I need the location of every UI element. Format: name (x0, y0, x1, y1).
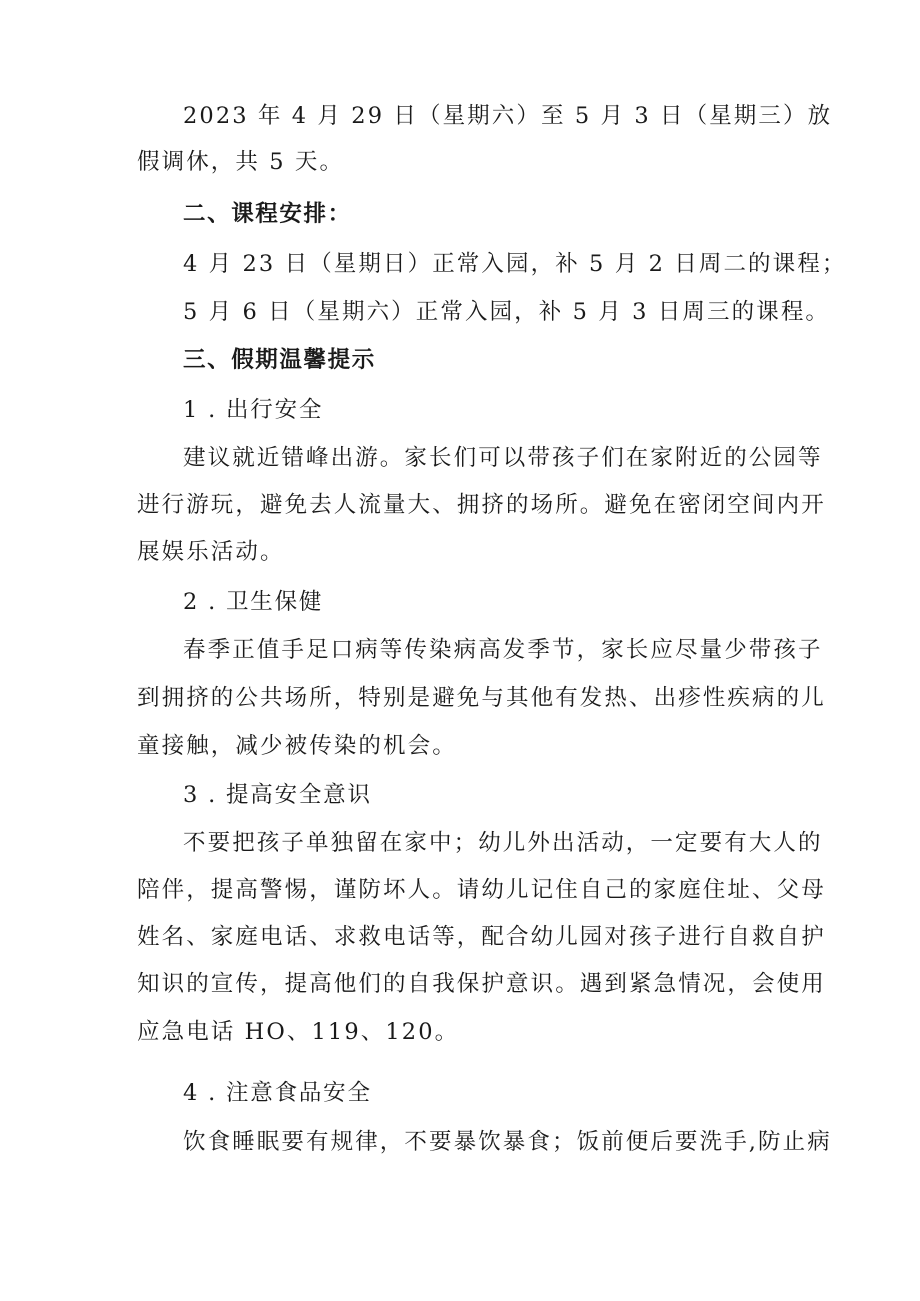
tip-title-travel-safety: 1 . 出行安全 (183, 397, 324, 423)
section-heading-holiday-tips: 三、假期温馨提示 (183, 347, 376, 373)
intro-line-2: 假调休，共 5 天。 (137, 149, 345, 175)
health-care-line-2: 到拥挤的公共场所，特别是避免与其他有发热、出疹性疾病的儿 (137, 685, 826, 711)
safety-awareness-line-3: 姓名、家庭电话、求救电话等，配合幼儿园对孩子进行自救自护 (137, 924, 826, 950)
travel-safety-line-1: 建议就近错峰出游。家长们可以带孩子们在家附近的公园等 (183, 445, 823, 471)
food-safety-line-1: 饮食睡眠要有规律，不要暴饮暴食；饭前便后要洗手,防止病 (183, 1129, 832, 1155)
tip-title-health-care: 2 . 卫生保健 (183, 589, 324, 615)
course-schedule-line-1: 4 月 23 日（星期日）正常入园，补 5 月 2 日周二的课程； (183, 251, 847, 277)
tip-title-food-safety: 4 . 注意食品安全 (183, 1080, 372, 1106)
travel-safety-line-3: 展娱乐活动。 (137, 539, 285, 565)
travel-safety-line-2: 进行游玩，避免去人流量大、拥挤的场所。避免在密闭空间内开 (137, 492, 826, 518)
safety-awareness-line-1: 不要把孩子单独留在家中；幼儿外出活动，一定要有大人的 (183, 830, 823, 856)
course-schedule-line-2: 5 月 6 日（星期六）正常入园，补 5 月 3 日周三的课程。 (183, 299, 831, 325)
health-care-line-3: 童接触，减少被传染的机会。 (137, 733, 457, 759)
tip-title-safety-awareness: 3 . 提高安全意识 (183, 782, 372, 808)
safety-awareness-line-2: 陪伴，提高警惕，谨防坏人。请幼儿记住自己的家庭住址、父母 (137, 877, 826, 903)
safety-awareness-line-5: 应急电话 HO、119、120。 (137, 1019, 460, 1045)
section-heading-course-schedule: 二、课程安排： (183, 201, 352, 227)
health-care-line-1: 春季正值手足口病等传染病高发季节，家长应尽量少带孩子 (183, 637, 823, 663)
intro-line-1: 2023 年 4 月 29 日（星期六）至 5 月 3 日（星期三）放 (183, 103, 833, 129)
safety-awareness-line-4: 知识的宣传，提高他们的自我保护意识。遇到紧急情况，会使用 (137, 971, 826, 997)
